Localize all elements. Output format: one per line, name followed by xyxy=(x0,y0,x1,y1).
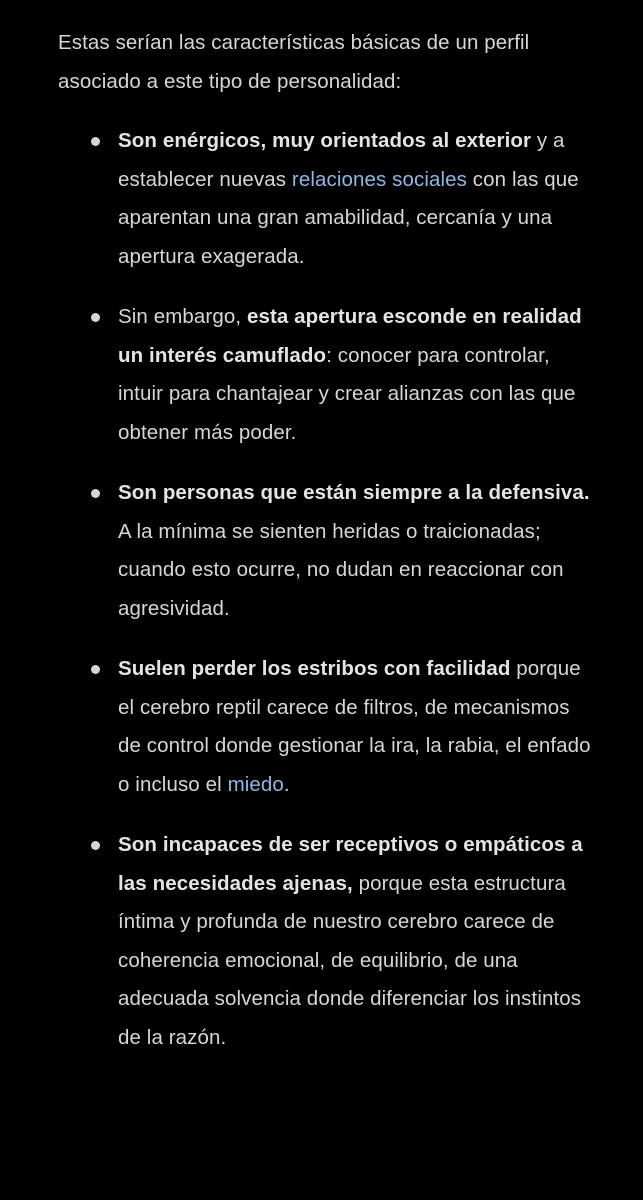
bullet-icon xyxy=(91,665,100,674)
item-text: y a establecer nuevas xyxy=(118,129,565,191)
item-text: porque esta estructura íntima y profunda de nuestro cerebro carece de coherencia emocional, de equilibrio, de una adecuada solvencia donde diferenciar los instintos de la razón. xyxy=(118,871,582,1049)
item-bold-text: Son enérgicos, muy orientados al exterior xyxy=(118,129,532,152)
list-item xyxy=(58,298,598,452)
item-text: con las que aparentan una gran amabilidad, cercanía y una apertura exagerada. xyxy=(118,167,579,268)
list-item xyxy=(58,826,598,1057)
list-item xyxy=(58,474,598,628)
item-bold-text: esta apertura esconde en realidad un interés camuflado xyxy=(118,305,582,367)
bullet-icon xyxy=(91,137,100,146)
link-miedo[interactable]: miedo xyxy=(227,772,284,796)
item-bold-text: Son personas que están siempre a la defensiva. xyxy=(118,481,590,504)
item-text: Sin embargo, xyxy=(118,305,247,328)
article-body xyxy=(58,24,598,1079)
trait-list xyxy=(58,122,598,1057)
item-text: porque el cerebro reptil carece de filtros, de mecanismos de control donde gestionar la ira, la rabia, el enfado o incluso el xyxy=(118,657,591,796)
bullet-icon xyxy=(91,313,100,322)
item-text: . xyxy=(283,772,290,796)
link-relaciones-sociales[interactable]: relaciones sociales xyxy=(291,167,467,191)
list-item xyxy=(58,650,598,804)
item-text: A la mínima se sienten heridas o traicionadas; cuando esto ocurre, no dudan en reaccionar con agresividad. xyxy=(118,519,564,620)
list-item xyxy=(58,122,598,276)
item-text: : conocer para controlar, intuir para chantajear y crear alianzas con las que obtener más poder. xyxy=(118,343,576,444)
bullet-icon xyxy=(91,841,100,850)
bullet-icon xyxy=(91,489,100,498)
item-bold-text: Son incapaces de ser receptivos o empáticos a las necesidades ajenas, xyxy=(118,833,583,895)
item-bold-text: Suelen perder los estribos con facilidad xyxy=(118,657,511,680)
intro-paragraph: Estas serían las características básicas de un perfil asociado a este tipo de personalidad: xyxy=(58,31,530,93)
